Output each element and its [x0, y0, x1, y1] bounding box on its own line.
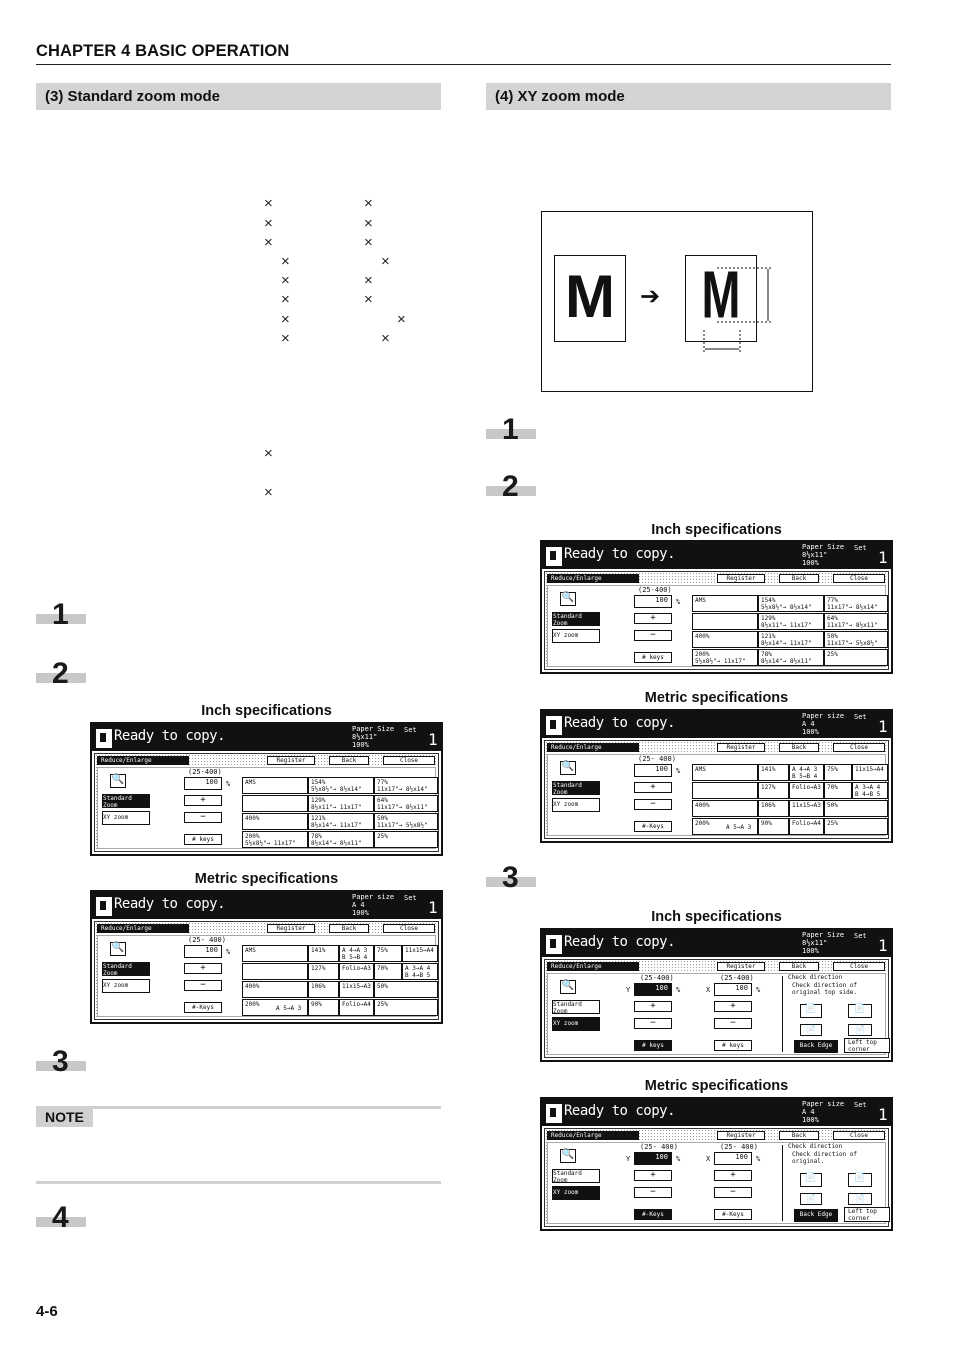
zoom-preset-button[interactable]: A 4→A 3 B 5→B 4	[789, 764, 824, 781]
zoom-preset-button[interactable]: 200%	[692, 818, 758, 835]
paper-size-line: A 4	[802, 720, 815, 728]
document-icon	[96, 729, 112, 748]
y-zoom-range: (25- 400)	[640, 1143, 678, 1151]
x-number-keys-button[interactable]: # keys	[714, 1040, 752, 1051]
copier-screen	[90, 890, 443, 1024]
copier-screen	[540, 928, 893, 1062]
zoom-preset-button[interactable]: 25%	[374, 999, 438, 1016]
percent-label: %	[676, 767, 681, 775]
tab-reduce-enlarge: Reduce/Enlarge	[547, 962, 639, 971]
x-minus-button[interactable]: −	[714, 1018, 752, 1029]
back-button[interactable]: Back	[779, 743, 819, 752]
close-button[interactable]: Close	[383, 924, 435, 933]
zoom-area	[547, 1142, 886, 1224]
y-minus-button[interactable]: −	[634, 1187, 672, 1198]
x-label: X	[706, 1155, 711, 1163]
original-page	[554, 255, 626, 342]
number-keys-button[interactable]: #-Keys	[184, 1002, 222, 1013]
copy-orientation-icon: 📄	[800, 1173, 822, 1187]
y-number-keys-button[interactable]: #-Keys	[634, 1209, 672, 1220]
screen-status-bar	[542, 711, 891, 738]
y-zoom-value-field[interactable]: 100	[634, 1152, 672, 1165]
caption-inch: Inch specifications	[201, 703, 332, 719]
multiply-sign: ×	[381, 253, 390, 270]
zoom-preset-button[interactable]: 100%	[242, 795, 308, 812]
copier-screen	[540, 1097, 893, 1231]
zoom-preset-button[interactable]: 106%	[308, 981, 339, 998]
zoom-preset-button[interactable]: AMS	[242, 777, 308, 794]
header-rule	[36, 64, 891, 65]
section-title-standard-zoom: (3) Standard zoom mode	[36, 83, 441, 110]
close-button[interactable]: Close	[833, 574, 885, 583]
zoom-preset-button[interactable]: 50% 11x17"→ 5½x8½"	[374, 813, 438, 830]
paper-size-line: A 4	[352, 901, 365, 909]
minus-button[interactable]: −	[184, 980, 222, 991]
chapter-title: CHAPTER 4 BASIC OPERATION	[36, 42, 290, 60]
zoom-area	[547, 585, 886, 667]
copy-orientation-icon: 📄	[800, 1004, 822, 1018]
percent-label: %	[756, 1155, 761, 1163]
zoom-range: (25- 400)	[638, 755, 676, 763]
ready-message: Ready to copy.	[114, 896, 226, 912]
paper-size-line: Paper Size	[352, 725, 395, 733]
magnifier-icon: 🔍	[560, 980, 576, 994]
zoom-preset-button[interactable]: A 3→A 4 B 4→B 5	[852, 782, 888, 799]
tab-reduce-enlarge: Reduce/Enlarge	[547, 1131, 639, 1140]
set-label: Set	[854, 932, 867, 940]
document-icon	[546, 1104, 562, 1123]
magnifier-icon: 🔍	[560, 1149, 576, 1163]
tab-bar	[547, 743, 886, 752]
step-number: 2	[52, 657, 69, 690]
x-zoom-range: (25-400)	[720, 974, 754, 982]
zoom-preset-button[interactable]: 50%	[824, 800, 888, 817]
ready-message: Ready to copy.	[564, 934, 676, 950]
divider	[782, 976, 783, 1052]
magnifier-icon: 🔍	[560, 761, 576, 775]
plus-button[interactable]: +	[634, 613, 672, 624]
xy-zoom-button[interactable]: XY zoom	[552, 629, 600, 643]
copy-orientation-icon: 📄	[800, 1193, 822, 1205]
close-button[interactable]: Close	[833, 1131, 885, 1140]
zoom-preset-button[interactable]: 50%	[374, 981, 438, 998]
tab-bar	[547, 1131, 886, 1140]
zoom-preset-button[interactable]: Folio→A4	[339, 999, 374, 1016]
minus-button[interactable]: −	[184, 812, 222, 823]
zoom-value-field[interactable]: 100	[184, 945, 222, 958]
multiply-sign: ×	[281, 330, 290, 347]
register-button[interactable]: Register	[717, 1131, 765, 1140]
tab-bar	[547, 574, 886, 583]
set-label: Set	[854, 713, 867, 721]
step-number: 1	[52, 598, 69, 631]
paper-size-line: 8½x11"	[802, 551, 828, 559]
standard-zoom-button[interactable]: Standard Zoom	[552, 781, 600, 795]
screen-status-bar	[542, 930, 891, 957]
zoom-preset-button[interactable]: 78% 8½x14"→ 8½x11"	[308, 831, 374, 848]
multiply-sign: ×	[281, 253, 290, 270]
screen-body	[544, 1128, 889, 1227]
zoom-preset-button[interactable]: 25%	[824, 649, 888, 666]
document-icon	[96, 897, 112, 916]
tab-bar	[547, 962, 886, 971]
ready-message: Ready to copy.	[114, 728, 226, 744]
percent-label: %	[676, 986, 681, 994]
tab-bar	[97, 756, 436, 765]
screen-body	[544, 740, 889, 839]
paper-size-line: Paper Size	[802, 931, 845, 939]
x-zoom-value-field[interactable]: 100	[714, 983, 752, 996]
paper-size-info	[352, 893, 394, 917]
zoom-value-field[interactable]: 100	[634, 764, 672, 777]
percent-label: %	[226, 780, 231, 788]
arrow-right-icon: ➔	[640, 283, 661, 310]
magnifier-icon: 🔍	[110, 942, 126, 956]
paper-size-info	[802, 1100, 844, 1124]
y-plus-button[interactable]: +	[634, 1170, 672, 1181]
back-button[interactable]: Back	[779, 962, 819, 971]
standard-zoom-button[interactable]: Standard Zoom	[552, 1000, 600, 1014]
paper-size-line: 100%	[352, 741, 369, 749]
zoom-preset-button[interactable]: 200%	[242, 999, 308, 1016]
zoom-preset-button[interactable]: 77% 11x17"→ 8½x14"	[824, 595, 888, 612]
zoom-preset-button[interactable]: 129% 8½x11"→ 11x17"	[758, 613, 824, 630]
percent-label: %	[756, 986, 761, 994]
zoom-preset-button[interactable]: 64% 11x17"→ 8½x11"	[374, 795, 438, 812]
zoom-preset-button[interactable]: 100%	[692, 613, 758, 630]
copy-count: 1	[878, 1105, 888, 1124]
screen-status-bar	[542, 1099, 891, 1126]
section-title-xy-zoom: (4) XY zoom mode	[486, 83, 891, 110]
y-minus-button[interactable]: −	[634, 1018, 672, 1029]
back-edge-button[interactable]: Back Edge	[794, 1209, 838, 1222]
paper-size-line: Paper size	[802, 712, 845, 720]
y-plus-button[interactable]: +	[634, 1001, 672, 1012]
x-plus-button[interactable]: +	[714, 1170, 752, 1181]
zoom-preset-button[interactable]: Folio→A3	[789, 782, 824, 799]
paper-size-info	[802, 543, 844, 567]
zoom-preset-button[interactable]: 400%	[242, 813, 308, 830]
tab-reduce-enlarge: Reduce/Enlarge	[547, 574, 639, 583]
copy-count: 1	[878, 717, 888, 736]
zoom-range: (25-400)	[638, 586, 672, 594]
paper-size-line: Paper size	[802, 1100, 845, 1108]
magnifier-icon: 🔍	[560, 592, 576, 606]
zoom-preset-button[interactable]: 11x15→A4	[402, 945, 438, 962]
close-button[interactable]: Close	[383, 756, 435, 765]
check-direction-text: Check direction of original top side.	[792, 982, 858, 996]
copy-count: 1	[878, 548, 888, 567]
tab-reduce-enlarge: Reduce/Enlarge	[547, 743, 639, 752]
zoom-preset-button[interactable]: 70%	[824, 782, 852, 799]
x-minus-button[interactable]: −	[714, 1187, 752, 1198]
multiply-sign: ×	[264, 445, 273, 462]
magnifier-icon: 🔍	[110, 774, 126, 788]
copier-screen	[90, 722, 443, 856]
multiply-sign: ×	[264, 215, 273, 232]
number-keys-button[interactable]: # keys	[634, 652, 672, 663]
set-label: Set	[404, 894, 417, 902]
multiply-sign: ×	[264, 234, 273, 251]
zoom-preset-button[interactable]: 70%	[374, 963, 402, 980]
step-number: 1	[502, 413, 519, 446]
zoom-range: (25-400)	[188, 768, 222, 776]
paper-size-line: 8½x11"	[352, 733, 378, 741]
copier-screen	[540, 709, 893, 843]
register-button[interactable]: Register	[717, 574, 765, 583]
zoom-preset-button[interactable]: AMS	[692, 764, 758, 781]
zoom-preset-button[interactable]: 78% 8½x14"→ 8½x11"	[758, 649, 824, 666]
screen-body	[94, 753, 439, 852]
copy-orientation-icon: 📄	[848, 1024, 872, 1036]
zoom-range: (25- 400)	[188, 936, 226, 944]
zoom-value-field[interactable]: 100	[184, 777, 222, 790]
ready-message: Ready to copy.	[564, 546, 676, 562]
step-number: 2	[502, 470, 519, 503]
ratio-a5-a3: A 5→A 3	[276, 1005, 302, 1012]
x-number-keys-button[interactable]: #-Keys	[714, 1209, 752, 1220]
multiply-sign: ×	[264, 195, 273, 212]
zoom-preset-button[interactable]: 75%	[374, 945, 402, 962]
multiply-sign: ×	[364, 272, 373, 289]
zoom-area	[97, 935, 436, 1017]
zoom-preset-button[interactable]: A 3→A 4 B 4→B 5	[402, 963, 438, 980]
copy-count: 1	[878, 936, 888, 955]
zoom-preset-button[interactable]: 90%	[758, 818, 789, 835]
register-button[interactable]: Register	[267, 756, 315, 765]
ready-message: Ready to copy.	[564, 1103, 676, 1119]
set-label: Set	[854, 544, 867, 552]
register-button[interactable]: Register	[717, 962, 765, 971]
screen-body	[544, 571, 889, 670]
left-top-corner-button[interactable]: Left top corner	[844, 1038, 890, 1053]
document-icon	[546, 547, 562, 566]
zoom-preset-button[interactable]: AMS	[242, 945, 308, 962]
paper-size-info	[802, 712, 844, 736]
zoom-preset-button[interactable]: 106%	[758, 800, 789, 817]
copy-orientation-icon: 📄	[848, 1193, 872, 1205]
zoom-preset-button[interactable]: 50% 11x17"→ 5½x8½"	[824, 631, 888, 648]
zoom-preset-button[interactable]: AMS	[692, 595, 758, 612]
zoom-preset-button[interactable]: 64% 11x17"→ 8½x11"	[824, 613, 888, 630]
standard-zoom-button[interactable]: Standard Zoom	[552, 1169, 600, 1183]
copy-orientation-icon: 📄	[848, 1004, 872, 1018]
set-label: Set	[854, 1101, 867, 1109]
zoom-preset-button[interactable]: 154% 5½x8½"→ 8½x14"	[758, 595, 824, 612]
multiply-sign: ×	[281, 291, 290, 308]
paper-size-line: 100%	[802, 947, 819, 955]
xy-zoom-button[interactable]: XY zoom	[102, 811, 150, 825]
zoom-preset-button[interactable]: 141%	[758, 764, 789, 781]
zoom-preset-button[interactable]: Folio→A3	[339, 963, 374, 980]
minus-button[interactable]: −	[634, 630, 672, 641]
zoom-preset-button[interactable]: 25%	[824, 818, 888, 835]
step-number: 4	[52, 1201, 69, 1234]
standard-zoom-button[interactable]: Standard Zoom	[102, 962, 150, 976]
zoom-preset-button[interactable]: 121% 8½x14"→ 11x17"	[758, 631, 824, 648]
check-direction-title: Check direction	[788, 974, 843, 981]
zoom-value-field[interactable]: 100	[634, 595, 672, 608]
register-button[interactable]: Register	[717, 743, 765, 752]
copy-count: 1	[428, 898, 438, 917]
zoom-preset-button[interactable]: 100%	[242, 963, 308, 980]
y-label: Y	[626, 1155, 631, 1163]
zoomed-letter: M	[701, 256, 741, 332]
copy-orientation-icon: 📄	[848, 1173, 872, 1187]
zoom-preset-button[interactable]: 11x15→A3	[339, 981, 374, 998]
zoom-preset-button[interactable]: 400%	[242, 981, 308, 998]
page-number: 4-6	[36, 1303, 58, 1320]
screen-status-bar	[92, 724, 441, 751]
divider	[782, 1145, 783, 1221]
zoom-area	[547, 973, 886, 1055]
y-zoom-range: (25-400)	[640, 974, 674, 982]
caption-metric: Metric specifications	[194, 871, 339, 887]
back-edge-button[interactable]: Back Edge	[794, 1040, 838, 1053]
zoom-preset-button[interactable]: 127%	[758, 782, 789, 799]
percent-label: %	[676, 1155, 681, 1163]
paper-size-line: Paper size	[352, 893, 395, 901]
caption-inch: Inch specifications	[651, 909, 782, 925]
y-zoom-value-field[interactable]: 100	[634, 983, 672, 996]
percent-label: %	[226, 948, 231, 956]
multiply-sign: ×	[397, 311, 406, 328]
multiply-sign: ×	[281, 272, 290, 289]
zoom-preset-button[interactable]: Folio→A4	[789, 818, 824, 835]
x-plus-button[interactable]: +	[714, 1001, 752, 1012]
close-button[interactable]: Close	[833, 743, 885, 752]
note-top-rule	[36, 1106, 441, 1109]
y-label: Y	[626, 986, 631, 994]
multiply-sign: ×	[364, 234, 373, 251]
tab-reduce-enlarge: Reduce/Enlarge	[97, 924, 189, 933]
close-button[interactable]: Close	[833, 962, 885, 971]
paper-size-line: 100%	[352, 909, 369, 917]
back-button[interactable]: Back	[779, 1131, 819, 1140]
zoom-area	[97, 767, 436, 849]
paper-size-line: 100%	[802, 728, 819, 736]
check-direction-text: Check direction of original.	[792, 1151, 858, 1165]
zoom-preset-button[interactable]: 121% 8½x14"→ 11x17"	[308, 813, 374, 830]
zoom-area	[547, 754, 886, 836]
paper-size-line: 100%	[802, 559, 819, 567]
check-direction-title: Check direction	[788, 1143, 843, 1150]
plus-button[interactable]: +	[184, 795, 222, 806]
back-button[interactable]: Back	[329, 756, 369, 765]
multiply-sign: ×	[364, 291, 373, 308]
caption-metric: Metric specifications	[644, 690, 789, 706]
zoom-preset-button[interactable]: 11x15→A3	[789, 800, 824, 817]
zoom-preset-button[interactable]: 11x15→A4	[852, 764, 888, 781]
dimension-lines	[692, 262, 782, 357]
zoom-preset-button[interactable]: 77% 11x17"→ 8½x14"	[374, 777, 438, 794]
xy-zoom-button[interactable]: XY zoom	[552, 798, 600, 812]
standard-zoom-button[interactable]: Standard Zoom	[552, 612, 600, 626]
caption-metric: Metric specifications	[644, 1078, 789, 1094]
multiply-sign: ×	[381, 330, 390, 347]
multiply-sign: ×	[281, 311, 290, 328]
set-label: Set	[404, 726, 417, 734]
document-icon	[546, 716, 562, 735]
back-button[interactable]: Back	[779, 574, 819, 583]
register-button[interactable]: Register	[267, 924, 315, 933]
xy-zoom-button[interactable]: XY zoom	[552, 1017, 600, 1031]
xy-zoom-illustration	[541, 211, 813, 392]
number-keys-button[interactable]: # keys	[184, 834, 222, 845]
percent-label: %	[676, 598, 681, 606]
paper-size-line: A 4	[802, 1108, 815, 1116]
zoom-preset-button[interactable]: 75%	[824, 764, 852, 781]
note-bottom-rule	[36, 1181, 441, 1184]
minus-button[interactable]: −	[634, 799, 672, 810]
paper-size-info	[352, 725, 394, 749]
screen-status-bar	[542, 542, 891, 569]
caption-inch: Inch specifications	[651, 522, 782, 538]
zoom-preset-button[interactable]: 129% 8½x11"→ 11x17"	[308, 795, 374, 812]
note-label: NOTE	[36, 1107, 93, 1127]
multiply-sign: ×	[364, 215, 373, 232]
zoom-preset-button[interactable]: 400%	[692, 800, 758, 817]
tab-bar	[97, 924, 436, 933]
x-zoom-range: (25- 400)	[720, 1143, 758, 1151]
left-top-corner-button[interactable]: Left top corner	[844, 1207, 890, 1222]
step-number: 3	[502, 861, 519, 894]
ratio-a5-a3: A 5→A 3	[726, 824, 752, 831]
xy-zoom-button[interactable]: XY zoom	[552, 1186, 600, 1200]
copier-screen	[540, 540, 893, 674]
zoom-preset-button[interactable]: 127%	[308, 963, 339, 980]
document-icon	[546, 935, 562, 954]
standard-zoom-button[interactable]: Standard Zoom	[102, 794, 150, 808]
x-label: X	[706, 986, 711, 994]
tab-reduce-enlarge: Reduce/Enlarge	[97, 756, 189, 765]
zoom-preset-button[interactable]: 25%	[374, 831, 438, 848]
x-zoom-value-field[interactable]: 100	[714, 1152, 752, 1165]
number-keys-button[interactable]: #-Keys	[634, 821, 672, 832]
zoom-preset-button[interactable]: A 4→A 3 B 5→B 4	[339, 945, 374, 962]
zoom-preset-button[interactable]: 154% 5½x8½"→ 8½x14"	[308, 777, 374, 794]
plus-button[interactable]: +	[184, 963, 222, 974]
multiply-sign: ×	[264, 484, 273, 501]
zoom-preset-button[interactable]: 100%	[692, 782, 758, 799]
zoom-preset-button[interactable]: 141%	[308, 945, 339, 962]
paper-size-line: Paper Size	[802, 543, 845, 551]
screen-status-bar	[92, 892, 441, 919]
back-button[interactable]: Back	[329, 924, 369, 933]
paper-size-line: 8½x11"	[802, 939, 828, 947]
zoom-preset-button[interactable]: 400%	[692, 631, 758, 648]
zoom-preset-button[interactable]: 200% 5½x8½"→ 11x17"	[242, 831, 308, 848]
xy-zoom-button[interactable]: XY zoom	[102, 979, 150, 993]
paper-size-info	[802, 931, 844, 955]
screen-body	[94, 921, 439, 1020]
zoom-preset-button[interactable]: 200% 5½x8½"→ 11x17"	[692, 649, 758, 666]
y-number-keys-button[interactable]: # keys	[634, 1040, 672, 1051]
multiply-sign: ×	[364, 195, 373, 212]
copy-orientation-icon: 📄	[800, 1024, 822, 1036]
screen-body	[544, 959, 889, 1058]
original-letter: M	[565, 263, 615, 330]
plus-button[interactable]: +	[634, 782, 672, 793]
ready-message: Ready to copy.	[564, 715, 676, 731]
step-number: 3	[52, 1045, 69, 1078]
zoom-preset-button[interactable]: 90%	[308, 999, 339, 1016]
paper-size-line: 100%	[802, 1116, 819, 1124]
copy-count: 1	[428, 730, 438, 749]
